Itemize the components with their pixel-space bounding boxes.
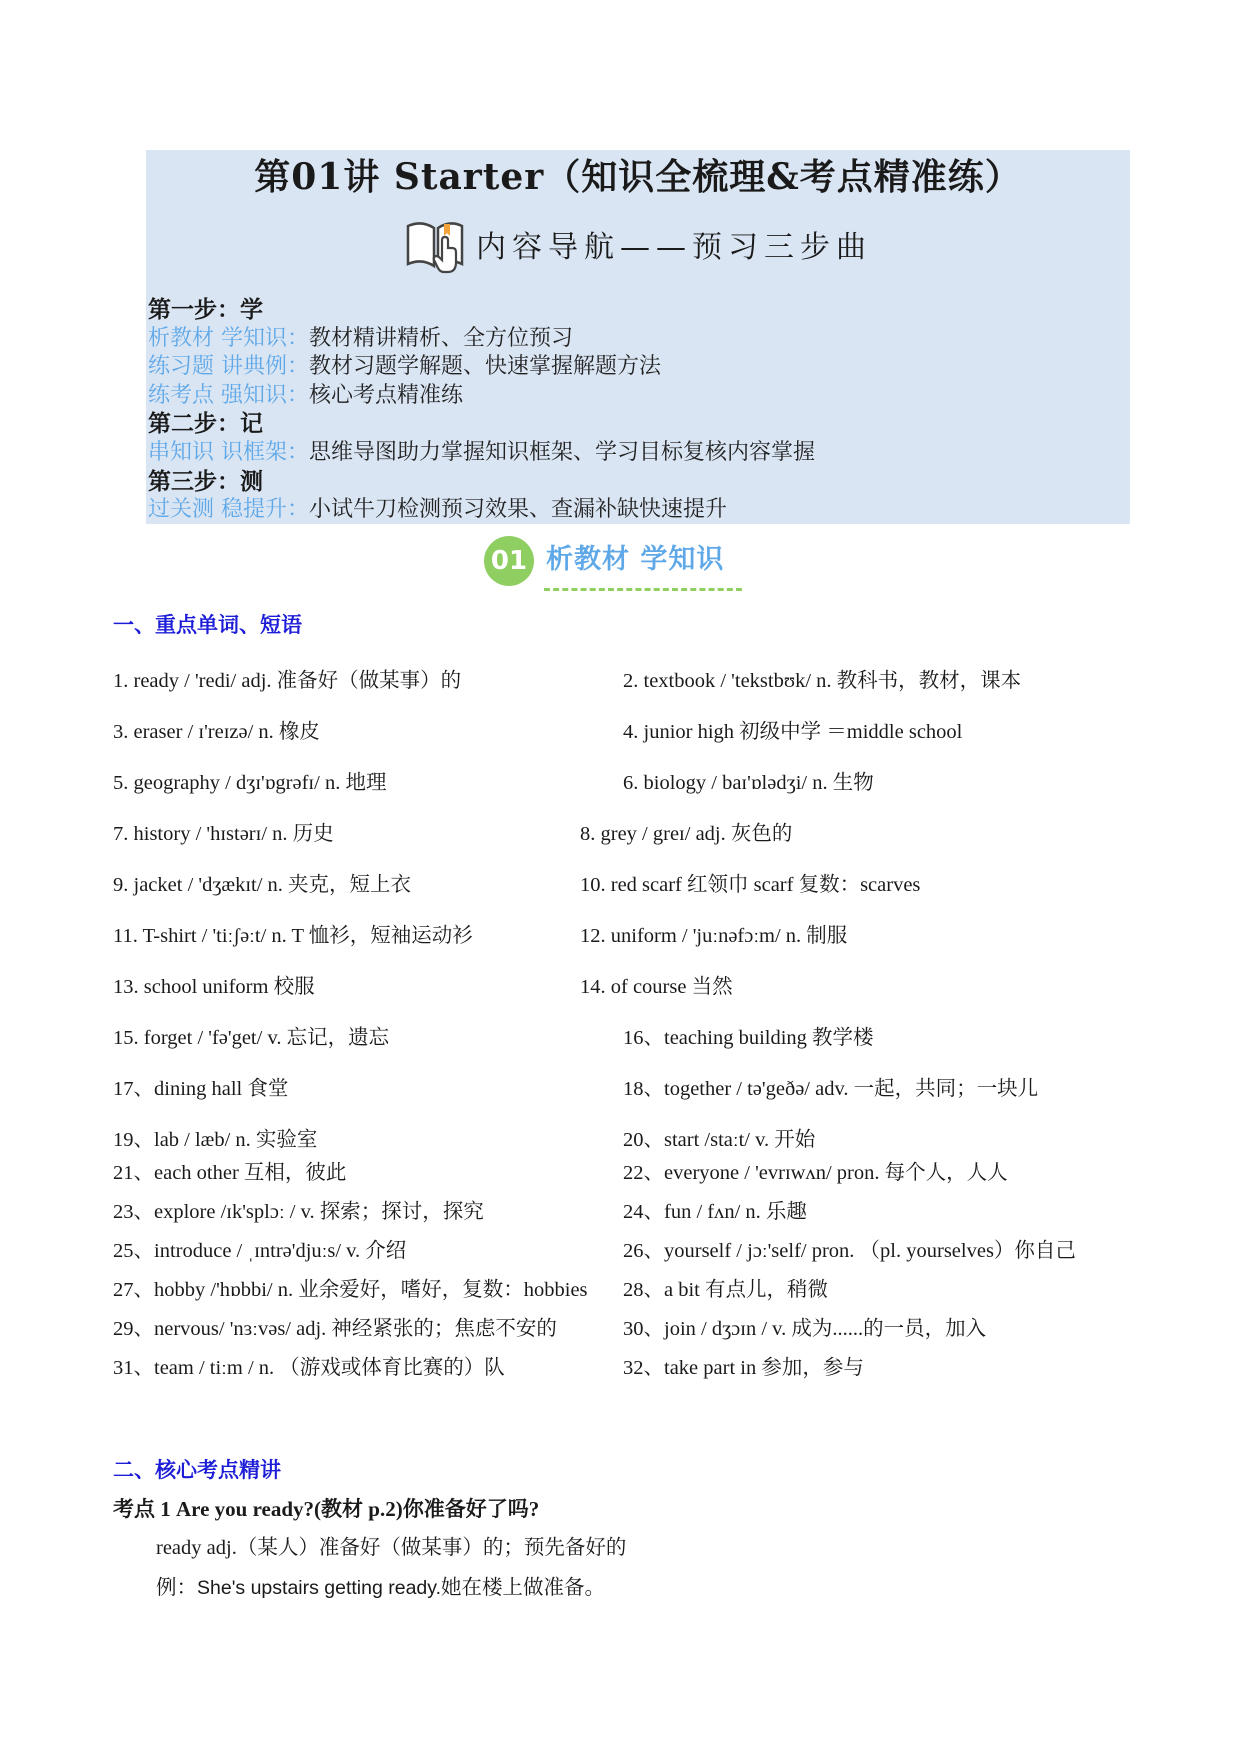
- vocab-item: 19、lab / læb/ n. 实验室: [113, 1129, 318, 1151]
- step-heading: 第二步：记: [148, 410, 263, 438]
- step-item: [148, 382, 1108, 411]
- vocab-item: 21、each other 互相，彼此: [113, 1162, 347, 1184]
- vocab-item: 11. T-shirt / 'tiːʃəːt/ n. T 恤衫，短袖运动衫: [113, 925, 473, 947]
- vocab-item: 7. history / 'hɪstərɪ/ n. 历史: [113, 823, 334, 845]
- step-heading: 第一步：学: [148, 296, 263, 323]
- vocab-item: 3. eraser / ɪ'reɪzə/ n. 橡皮: [113, 721, 320, 743]
- section-badge: [484, 530, 764, 596]
- vocab-item: 13. school uniform 校服: [113, 976, 315, 998]
- document-title: 第01讲 Starter（知识全梳理&考点精准练）: [254, 156, 1022, 198]
- vocab-item: 15. forget / 'fə'get/ v. 忘记，遗忘: [113, 1027, 390, 1049]
- vocab-item: 31、team / tiːm / n. （游戏或体育比赛的）队: [113, 1357, 505, 1379]
- vocab-item: 16、teaching building 教学楼: [623, 1027, 874, 1049]
- steps-list: [148, 296, 1108, 525]
- vocab-item: 2. textbook / 'tekstbʊk/ n. 教科书，教材，课本: [623, 670, 1022, 692]
- vocab-item: 30、join / dʒɔɪn / v. 成为......的一员，加入: [623, 1318, 987, 1340]
- vocab-item: 6. biology / baɪ'ɒlədʒi/ n. 生物: [623, 772, 874, 794]
- key-point-definition: ready adj.（某人）准备好（做某事）的；预先备好的: [156, 1537, 627, 1559]
- badge-title: 析教材 学知识: [546, 544, 725, 575]
- vocab-item: 23、explore /ɪk'splɔː / v. 探索；探讨，探究: [113, 1201, 484, 1223]
- vocab-item: 20、start /staːt/ v. 开始: [623, 1129, 816, 1151]
- vocab-item: 24、fun / fʌn/ n. 乐趣: [623, 1201, 807, 1223]
- vocab-item: 22、everyone / 'evrɪwʌn/ pron. 每个人，人人: [623, 1162, 1008, 1184]
- example-english: She's upstairs getting ready.: [197, 1577, 441, 1599]
- vocab-item: 26、yourself / jɔː'self/ pron. （pl. yourselves）你自己: [623, 1240, 1076, 1262]
- step-item: [148, 439, 1108, 468]
- step-label: 串知识 识框架：: [148, 439, 309, 465]
- step-label: 练考点 强知识：: [148, 382, 309, 408]
- badge-number: 01: [484, 536, 534, 586]
- step-label: 练习题 讲典例：: [148, 354, 309, 380]
- vocab-item: 27、hobby /'hɒbbi/ n. 业余爱好，嗜好，复数：hobbies: [113, 1279, 588, 1301]
- vocab-item: 5. geography / dʒɪ'ɒgrəfɪ/ n. 地理: [113, 772, 387, 794]
- vocab-item: 18、together / tə'geðə/ adv. 一起，共同；一块儿: [623, 1078, 1039, 1100]
- example-prefix: 例：: [156, 1577, 197, 1599]
- vocab-item: 8. grey / greɪ/ adj. 灰色的: [580, 823, 793, 845]
- vocab-item: 29、nervous/ 'nɜːvəs/ adj. 神经紧张的；焦虑不安的: [113, 1318, 557, 1340]
- step-item: [148, 353, 1108, 382]
- vocab-item: 4. junior high 初级中学 ＝middle school: [623, 721, 963, 743]
- step-item: [148, 496, 1108, 525]
- vocab-item: 9. jacket / 'dʒækɪt/ n. 夹克，短上衣: [113, 874, 412, 896]
- vocab-item: 28、a bit 有点儿，稍微: [623, 1279, 828, 1301]
- navigation-title: 内容导航——预习三步曲: [476, 230, 872, 265]
- key-point-example: [156, 1572, 605, 1604]
- step-heading: 第三步：测: [148, 467, 263, 495]
- vocab-item: 12. uniform / 'juːnəfɔːm/ n. 制服: [580, 925, 848, 947]
- badge-underline: [544, 588, 742, 591]
- step-description: 教材精讲精析、全方位预习: [309, 325, 574, 351]
- vocab-item: 1. ready / 'redi/ adj. 准备好（做某事）的: [113, 670, 462, 692]
- step-label: 析教材 学知识：: [148, 325, 309, 351]
- step-description: 核心考点精准练: [309, 382, 464, 408]
- vocab-item: 17、dining hall 食堂: [113, 1078, 289, 1100]
- step-description: 教材习题学解题、快速掌握解题方法: [309, 354, 662, 380]
- book-pointer-icon: [404, 216, 468, 280]
- key-point-title: 考点 1 Are you ready?(教材 p.2)你准备好了吗?: [113, 1497, 540, 1521]
- vocab-item: 25、introduce / ˌɪntrə'djuːs/ v. 介绍: [113, 1240, 407, 1262]
- content-navigation: [146, 212, 1130, 284]
- vocab-item: 10. red scarf 红领巾 scarf 复数：scarves: [580, 874, 921, 896]
- section-title-key-points: 二、核心考点精讲: [113, 1457, 281, 1482]
- step-description: 思维导图助力掌握知识框架、学习目标复核内容掌握: [309, 439, 816, 465]
- step-label: 过关测 稳提升：: [148, 497, 309, 523]
- step-description: 小试牛刀检测预习效果、查漏补缺快速提升: [309, 497, 728, 523]
- section-title-vocabulary: 一、重点单词、短语: [113, 612, 302, 637]
- example-chinese: 她在楼上做准备。: [441, 1577, 605, 1599]
- vocab-item: 14. of course 当然: [580, 976, 733, 998]
- vocab-item: 32、take part in 参加，参与: [623, 1357, 864, 1379]
- step-item: [148, 325, 1108, 354]
